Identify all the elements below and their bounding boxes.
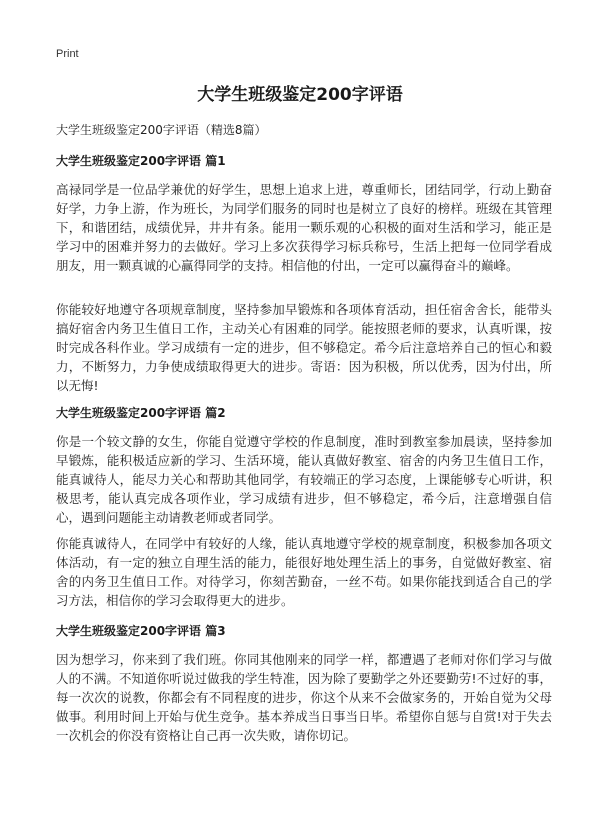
section-2-paragraph-1: 你是一个较文静的女生，你能自觉遵守学校的作息制度，准时到教室参加晨读，坚持参加早锻炼，能积极适应新的学习、生活环境，能认真做好教室、宿舍的内务卫生值日工作，能真诚待人，能尽力关心和帮助其他同学，有较端正的学习态度，上课能够专心听讲，积极思考，能认真完成各项作业，学习成绩有进步，但不够稳定，希今后，注意增强自信心，遇到问题能主动请教老师或者同学。 — [56, 434, 552, 525]
section-2-paragraph-2: 你能真诚待人，在同学中有较好的人缘，能认真地遵守学校的规章制度，积极参加各项文体活动，有一定的独立自理生活的能力，能很好地处理生活上的事务，自觉做好教室、宿舍的内务卫生值日工作。对待学习，你刻苦勤奋，一丝不苟。如果你能找到适合自己的学习方法，相信你的学习会取得更大的进步。 — [56, 536, 552, 608]
section-1-paragraph-1: 高禄同学是一位品学兼优的好学生，思想上追求上进，尊重师长，团结同学，行动上勤奋好学，力争上游，作为班长，为同学们服务的同时也是树立了良好的榜样。班级在其管理下，和谐团结，成绩优异，井井有条。能用一颗乐观的心积极的面对生活和学习，能正是学习中的困难并努力的去做好。学习上多次获得学习标兵称号，生活上把每一位同学看成朋友，用一颗真诚的心赢得同学的支持。相信他的付出，一定可以赢得奋斗的巅峰。 — [56, 182, 552, 273]
document-title: 大学生班级鉴定200字评语 — [197, 85, 403, 105]
section-1-paragraph-2: 你能较好地遵守各项规章制度，坚持参加早锻炼和各项体育活动，担任宿舍舍长，能带头搞好宿舍内务卫生值日工作，主动关心有困难的同学。能按照老师的要求，认真听课，按时完成各科作业。学习成绩有一定的进步，但不够稳定。希今后注意培养自己的恒心和毅力，不断努力，力争使成绩取得更大的进步。寄语：因为积极，所以优秀，因为付出，所以无悔! — [56, 302, 552, 393]
print-link[interactable]: Print — [56, 48, 79, 60]
section-heading-2: 大学生班级鉴定200字评语 篇2 — [56, 406, 226, 420]
section-heading-1: 大学生班级鉴定200字评语 篇1 — [56, 154, 226, 168]
section-heading-3: 大学生班级鉴定200字评语 篇3 — [56, 624, 226, 638]
document-subtitle: 大学生班级鉴定200字评语（精选8篇） — [56, 123, 267, 137]
section-3-paragraph-1: 因为想学习，你来到了我们班。你同其他刚来的同学一样，都遭遇了老师对你们学习与做人的不满。不知道你听说过做我的学生特准，因为除了要勤学之外还要勤劳!不过好的事，每一次次的说教，你都会有不同程度的进步，你这个从来不会做家务的，开始自觉为父母做事。利用时间上开始与优生竞争。基本养成当日事当日毕。希望你自惩与自赏!对于失去一次机会的你没有资格让自己再一次失败，请你切记。 — [56, 652, 552, 743]
